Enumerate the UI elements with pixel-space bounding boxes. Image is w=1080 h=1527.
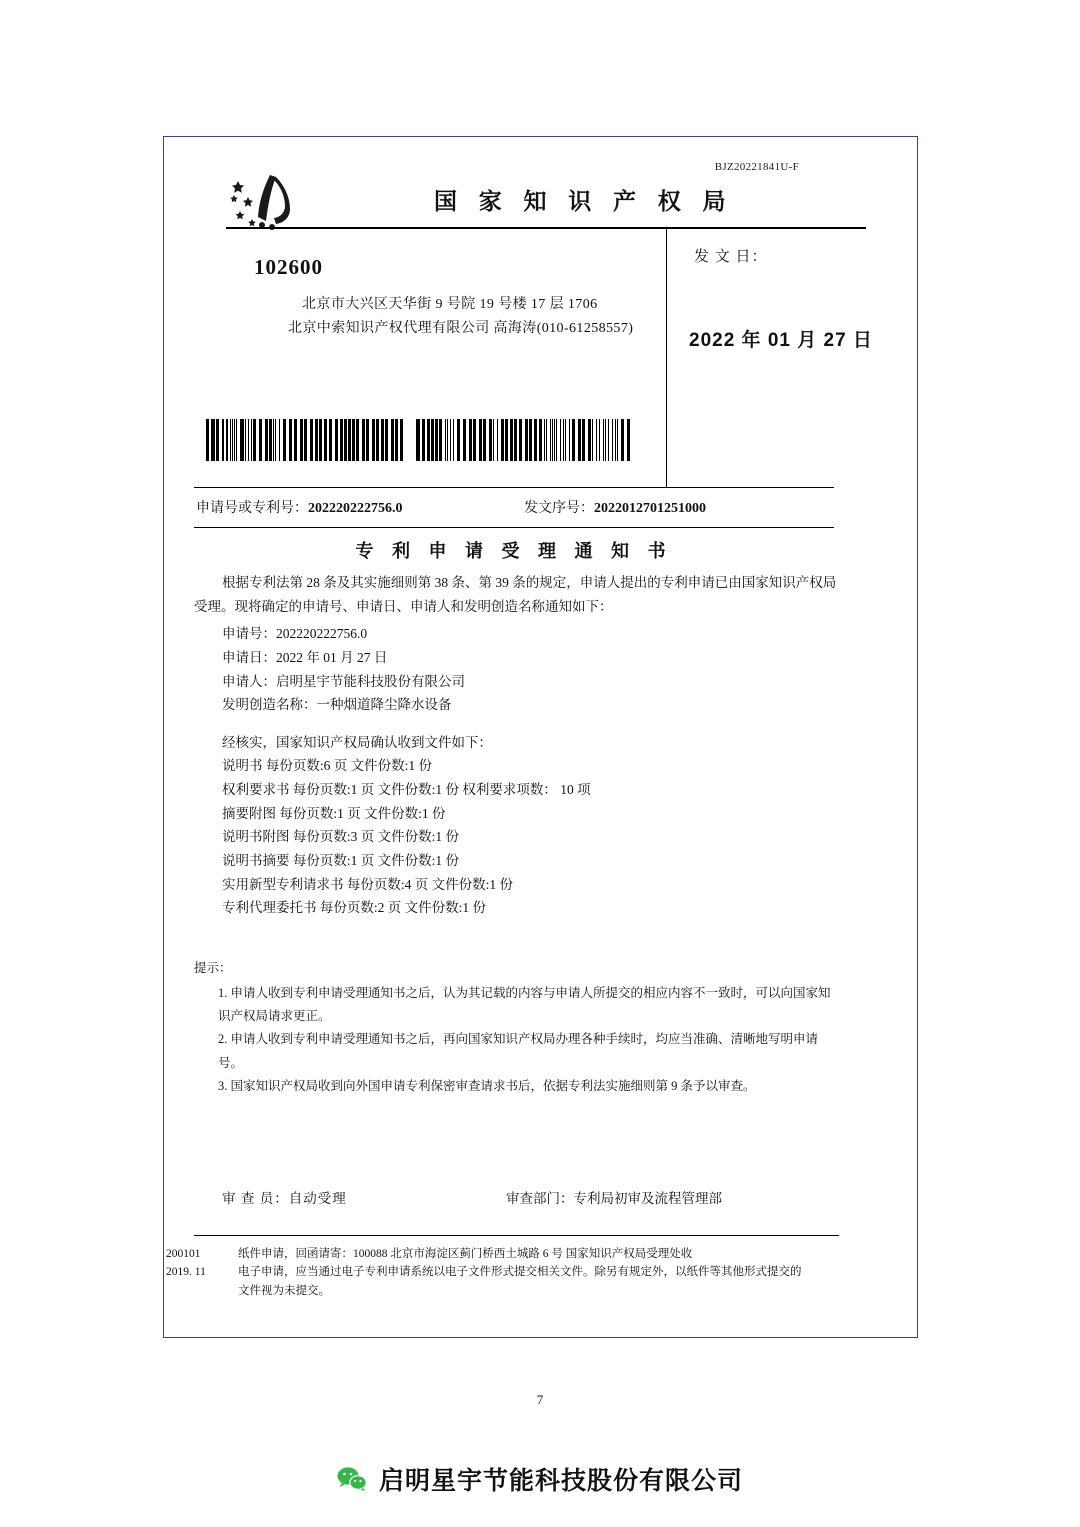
issue-date-value: 2022 年 01 月 27 日 bbox=[689, 330, 873, 351]
intro-paragraph: 根据专利法第 28 条及其实施细则第 38 条、第 39 条的规定，申请人提出的专利申请已由国家知识产权局受理。现将确定的申请号、申请日、申请人和发明创造名称通知如下： bbox=[194, 575, 837, 614]
address-line-1: 北京市大兴区天华街 9 号院 19 号楼 17 层 1706 bbox=[302, 297, 598, 312]
footer-date-1: 200101 bbox=[166, 1248, 201, 1260]
postal-code: 102600 bbox=[254, 255, 323, 279]
footer-text bbox=[238, 1245, 838, 1300]
application-number-label: 申请号或专利号： bbox=[196, 501, 308, 516]
issue-date-label: 发 文 日： bbox=[694, 249, 768, 265]
page-number: 7 bbox=[536, 1392, 544, 1407]
numbers-row bbox=[194, 497, 834, 525]
wechat-account-name: 启明星宇节能科技股份有限公司 bbox=[378, 1467, 743, 1495]
document-item: 权利要求书 每份页数:1 页 文件份数:1 份 权利要求项数： 10 项 bbox=[222, 782, 591, 797]
wechat-account-bar bbox=[0, 1455, 1080, 1503]
barcode-icon bbox=[206, 419, 406, 461]
numbers-divider bbox=[194, 527, 834, 528]
header-divider bbox=[226, 227, 866, 229]
serial-number-label: 发文序号： bbox=[524, 501, 594, 516]
notice-document-frame bbox=[163, 136, 918, 1338]
serial-number bbox=[524, 497, 706, 517]
barcode-divider bbox=[194, 487, 834, 488]
department-label: 审查部门：专利局初审及流程管理部 bbox=[506, 1191, 722, 1206]
field-application-date: 申请日：2022 年 01 月 27 日 bbox=[222, 649, 388, 665]
field-invention-title: 发明创造名称：一种烟道降尘降水设备 bbox=[222, 697, 452, 713]
footer-dates bbox=[166, 1245, 236, 1282]
footer-line-3: 文件视为未提交。 bbox=[238, 1284, 330, 1297]
notice-document-body bbox=[166, 147, 889, 1327]
document-item: 专利代理委托书 每份页数:2 页 文件份数:1 份 bbox=[222, 900, 487, 916]
vertical-divider bbox=[666, 227, 667, 487]
serial-number-value: 2022012701251000 bbox=[594, 501, 706, 516]
notice-body bbox=[194, 571, 839, 920]
verification-line: 经核实，国家知识产权局确认收到文件如下： bbox=[222, 734, 492, 750]
barcode-icon bbox=[416, 419, 631, 461]
footer-line-1: 纸件申请，回函请寄：100088 北京市海淀区蓟门桥西土城路 6 号 国家知识产权局受理处收 bbox=[238, 1248, 693, 1260]
wechat-icon bbox=[337, 1466, 367, 1492]
cnipa-logo-icon bbox=[226, 171, 314, 233]
application-number bbox=[196, 497, 403, 517]
address-line-2: 北京中索知识产权代理有限公司 高海涛(010-61258557) bbox=[288, 321, 634, 336]
examiner-label: 审 查 员：自动受理 bbox=[222, 1191, 347, 1206]
application-number-value: 202220222756.0 bbox=[308, 501, 403, 516]
footer-line-2: 电子申请，应当通过电子专利申请系统以电子文件形式提交相关文件。除另有规定外，以纸件等其他形式提交的 bbox=[238, 1266, 802, 1279]
tip-item: 1. 申请人收到专利申请受理通知书之后，认为其记载的内容与申请人所提交的相应内容不一致时，可以向国家知识产权局请求更正。 bbox=[218, 986, 831, 1024]
document-item: 说明书 每份页数:6 页 文件份数:1 份 bbox=[222, 758, 433, 774]
tips-section bbox=[194, 957, 842, 1098]
page-title: 专 利 申 请 受 理 通 知 书 bbox=[355, 541, 673, 561]
document-item: 说明书附图 每份页数:3 页 文件份数:1 份 bbox=[222, 829, 460, 845]
tip-item: 3. 国家知识产权局收到向外国申请专利保密审查请求书后，依据专利法实施细则第 9 条予以审查。 bbox=[218, 1078, 756, 1093]
tip-item: 2. 申请人收到专利申请受理通知书之后，再向国家知识产权局办理各种手续时，均应当准确、清晰地写明申请号。 bbox=[218, 1032, 819, 1070]
footer-date-2: 2019. 11 bbox=[166, 1266, 206, 1279]
organization-title: 国 家 知 识 产 权 局 bbox=[434, 189, 734, 214]
tips-title: 提示： bbox=[194, 961, 232, 975]
field-applicant: 申请人：启明星宇节能科技股份有限公司 bbox=[222, 673, 465, 689]
field-application-number: 申请号：202220222756.0 bbox=[222, 626, 368, 642]
footer-divider bbox=[194, 1235, 839, 1236]
reference-code: BJZ20221841U-F bbox=[714, 161, 799, 173]
document-item: 摘要附图 每份页数:1 页 文件份数:1 份 bbox=[222, 805, 446, 821]
document-item: 实用新型专利请求书 每份页数:4 页 文件份数:1 份 bbox=[222, 876, 514, 892]
document-item: 说明书摘要 每份页数:1 页 文件份数:1 份 bbox=[222, 852, 460, 868]
spacer bbox=[194, 717, 839, 731]
